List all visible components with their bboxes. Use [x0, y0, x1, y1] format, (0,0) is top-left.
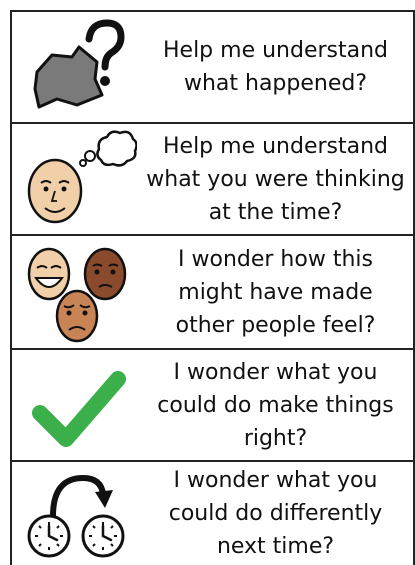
- prompt-line: I wonder what you: [173, 359, 378, 385]
- icon-cell: [12, 12, 142, 122]
- three-faces-feelings-icon: [17, 238, 137, 346]
- prompt-text: [142, 34, 413, 100]
- clock-icon: [83, 516, 123, 556]
- thinking-face-icon: [17, 129, 137, 229]
- prompt-line: I wonder how this: [178, 246, 373, 272]
- prompt-line: could do make things: [157, 392, 394, 418]
- prompt-card-1: [12, 12, 413, 122]
- prompt-text: [142, 243, 413, 342]
- icon-cell: [12, 124, 142, 234]
- prompt-line: other people feel?: [175, 312, 376, 338]
- icon-cell: [12, 350, 142, 460]
- prompt-card-3: [12, 236, 413, 348]
- prompt-line: right?: [243, 425, 308, 451]
- prompt-card-2: [12, 124, 413, 234]
- prompt-card-4: [12, 350, 413, 460]
- prompt-line: could do differently: [168, 501, 383, 526]
- prompt-line: next time?: [216, 534, 335, 559]
- prompt-line: at the time?: [208, 199, 343, 225]
- clock-icon: [29, 516, 69, 556]
- green-check-icon: [22, 355, 132, 455]
- question-mark-blob-icon: [17, 17, 137, 117]
- prompt-line: Help me understand: [162, 38, 389, 63]
- prompt-text: [142, 356, 413, 455]
- two-clocks-arrow-icon: [17, 464, 137, 564]
- prompt-line: might have made: [178, 279, 373, 305]
- prompt-line: Help me understand: [162, 133, 389, 159]
- prompt-line: what you were thinking: [146, 166, 405, 192]
- prompt-text: [142, 130, 413, 229]
- prompt-card-5: [12, 462, 413, 565]
- prompt-card-list: [10, 10, 415, 565]
- icon-cell: [12, 462, 142, 565]
- prompt-line: I wonder what you: [173, 468, 378, 493]
- prompt-line: what happened?: [183, 71, 368, 96]
- icon-cell: [12, 236, 142, 348]
- prompt-text: [142, 464, 413, 563]
